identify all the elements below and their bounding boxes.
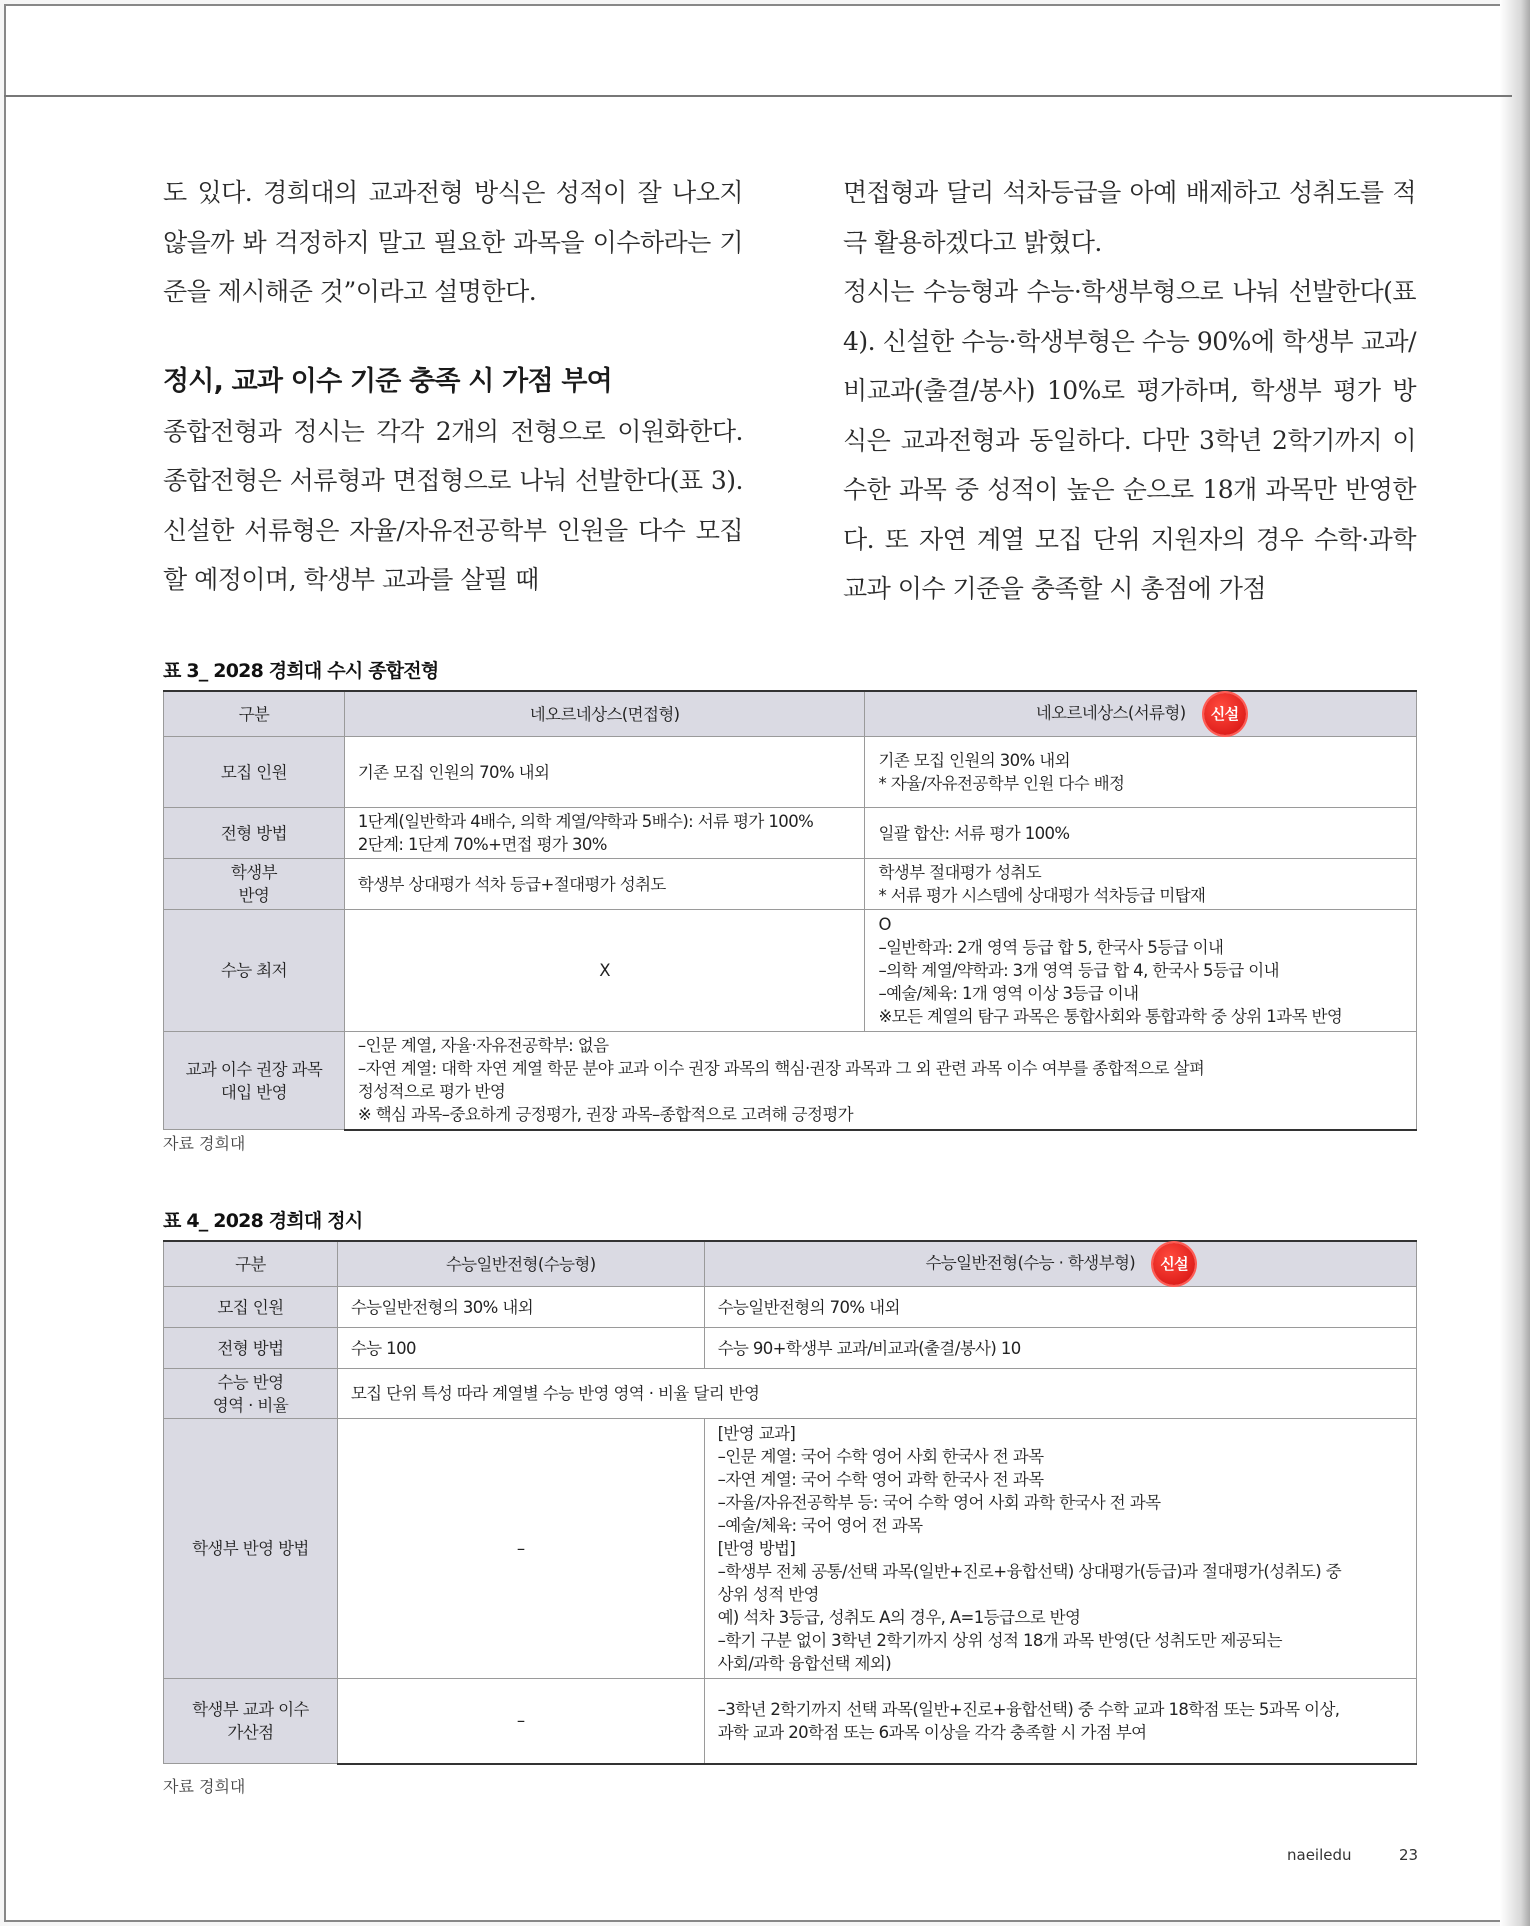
section-heading: 정시, 교과 이수 기준 충족 시 가점 부여: [163, 365, 612, 397]
table-row: [164, 1032, 1417, 1130]
table-cell: 1단계(일반학과 4배수, 의학 계열/약학과 5배수): 서류 평가 100% 2단계: 1단계 70%+면접 평가 30%: [344, 808, 865, 859]
row-label: 교과 이수 권장 과목 대입 반영: [164, 1032, 345, 1130]
table3-header-interview: 네오르네상스(면접형): [344, 691, 865, 737]
table-cell: 수능일반전형의 30% 내외: [337, 1287, 704, 1328]
table-row: [164, 910, 1417, 1032]
table-cell: [반영 교과] –인문 계열: 국어 수학 영어 사회 한국사 전 과목 –자연 계열: 국어 수학 영어 과학 한국사 전 과목 –자율/자유전공학부 등: 국어 수학 영어 사회 과학 한국사 전 과목 –예술/체육: 국어 영어 전 과목 [반영 방법] –학생부 전체 공통/선택 과목(일반+진로+융합선택) 상대평가(등급)과 절대평가(성취도) 중 상위 성적 반영 예) 석차 3등급, 성취도 A의 경우, A=1등급으로 반영 –학기 구분 없이 3학년 2학기까지 상위 성적 18개 과목 반영(단 성취도만 제공되는 사회/과학 융합선택 제외): [704, 1419, 1416, 1679]
table-cell: 모집 단위 특성 따라 계열별 수능 반영 영역 · 비율 달리 반영: [337, 1369, 1416, 1419]
table-cell: 학생부 절대평가 성취도 * 서류 평가 시스템에 상대평가 석차등급 미탑재: [865, 859, 1417, 910]
table-row: [164, 1369, 1417, 1419]
row-label: 학생부 교과 이수 가산점: [164, 1679, 338, 1764]
table3-header-document: [865, 691, 1417, 737]
table-cell: 기존 모집 인원의 70% 내외: [344, 737, 865, 808]
article-paragraph: 정시는 수능형과 수능·학생부형으로 나눠 선발한다(표 4). 신설한 수능·학생부형은 수능 90%에 학생부 교과/비교과(출결/봉사) 10%로 평가하며, 학생부 평가 방식은 교과전형과 동일하다. 다만 3학년 2학기까지 이수한 과목 중 성적이 높은 순으로 18개 과목만 반영한다. 또 자연 계열 모집 단위 지원자의 경우 수학·과학 교과 이수 기준을 충족할 시 총점에 가점: [843, 277, 1416, 603]
table-cell: 수능 90+학생부 교과/비교과(출결/봉사) 10: [704, 1328, 1416, 1369]
table4-title: 표 4_ 2028 경희대 정시: [163, 1210, 363, 1232]
table-row: [164, 1419, 1417, 1679]
table-cell: 학생부 상대평가 석차 등급+절대평가 성취도: [344, 859, 865, 910]
table-row: [164, 859, 1417, 910]
new-badge: 신설: [1204, 693, 1246, 735]
row-label: 전형 방법: [164, 808, 345, 859]
table-row: [164, 1328, 1417, 1369]
new-badge: 신설: [1153, 1243, 1195, 1285]
article-paragraph: 면접형과 달리 석차등급을 아예 배제하고 성취도를 적극 활용하겠다고 밝혔다.: [843, 178, 1416, 257]
page-number: 23: [1399, 1846, 1419, 1864]
table4-header-category: 구분: [164, 1241, 338, 1287]
footer-brand: naeiledu: [1287, 1846, 1352, 1864]
row-label: 수능 최저: [164, 910, 345, 1032]
table-cell: X: [344, 910, 865, 1032]
table4-header-csat-record: [704, 1241, 1416, 1287]
article-left-column: [163, 168, 743, 605]
row-label: 수능 반영 영역 · 비율: [164, 1369, 338, 1419]
article-paragraph: 종합전형과 정시는 각각 2개의 전형으로 이원화한다. 종합전형은 서류형과 면접형으로 나눠 선발한다(표 3). 신설한 서류형은 자율/자유전공학부 인원을 다수 모집할 예정이며, 학생부 교과를 살필 때: [163, 416, 743, 594]
table-cell: 기존 모집 인원의 30% 내외 * 자율/자유전공학부 인원 다수 배정: [865, 737, 1417, 808]
page-curl-edge: [1500, 0, 1530, 1926]
table3-source: 자료 경희대: [163, 1134, 246, 1153]
row-label: 모집 인원: [164, 737, 345, 808]
table-cell: –인문 계열, 자율·자유전공학부: 없음 –자연 계열: 대학 자연 계열 학문 분야 교과 이수 권장 과목의 핵심·권장 과목과 그 외 관련 과목 이수 여부를 종합적으로 살펴 정성적으로 평가 반영 ※ 핵심 과목–중요하게 긍정평가, 권장 과목–종합적으로 고려해 긍정평가: [344, 1032, 1416, 1130]
row-label: 학생부 반영: [164, 859, 345, 910]
table3-header-document-label: 네오르네상스(서류형): [1035, 703, 1186, 723]
table3-title: 표 3_ 2028 경희대 수시 종합전형: [163, 660, 439, 682]
article-right-column: [843, 168, 1416, 614]
table-cell: –: [337, 1419, 704, 1679]
table4-header-csat: 수능일반전형(수능형): [337, 1241, 704, 1287]
row-label: 전형 방법: [164, 1328, 338, 1369]
table-row: [164, 1287, 1417, 1328]
table4: [163, 1240, 1417, 1765]
table4-source: 자료 경희대: [163, 1777, 246, 1796]
table-cell: –3학년 2학기까지 선택 과목(일반+진로+융합선택) 중 수학 교과 18학점 또는 5과목 이상, 과학 교과 20학점 또는 6과목 이상을 각각 충족할 시 가점 부여: [704, 1679, 1416, 1764]
article-paragraph: 도 있다. 경희대의 교과전형 방식은 성적이 잘 나오지 않을까 봐 걱정하지 말고 필요한 과목을 이수하라는 기준을 제시해준 것”이라고 설명한다.: [163, 178, 743, 306]
row-label: 모집 인원: [164, 1287, 338, 1328]
table-row: [164, 737, 1417, 808]
table-cell: 수능 100: [337, 1328, 704, 1369]
table-row: [164, 1679, 1417, 1764]
table-cell: 일괄 합산: 서류 평가 100%: [865, 808, 1417, 859]
table-cell: O –일반학과: 2개 영역 등급 합 5, 한국사 5등급 이내 –의학 계열/약학과: 3개 영역 등급 합 4, 한국사 5등급 이내 –예술/체육: 1개 영역 이상 3등급 이내 ※모든 계열의 탐구 과목은 통합사회와 통합과학 중 상위 1과목 반영: [865, 910, 1417, 1032]
row-label: 학생부 반영 방법: [164, 1419, 338, 1679]
table3-header-category: 구분: [164, 691, 345, 737]
table-cell: 수능일반전형의 70% 내외: [704, 1287, 1416, 1328]
table-cell: –: [337, 1679, 704, 1764]
table4-header-csat-record-label: 수능일반전형(수능 · 학생부형): [925, 1253, 1136, 1273]
table3: [163, 690, 1417, 1131]
header-rule: [4, 95, 1512, 97]
table-row: [164, 808, 1417, 859]
